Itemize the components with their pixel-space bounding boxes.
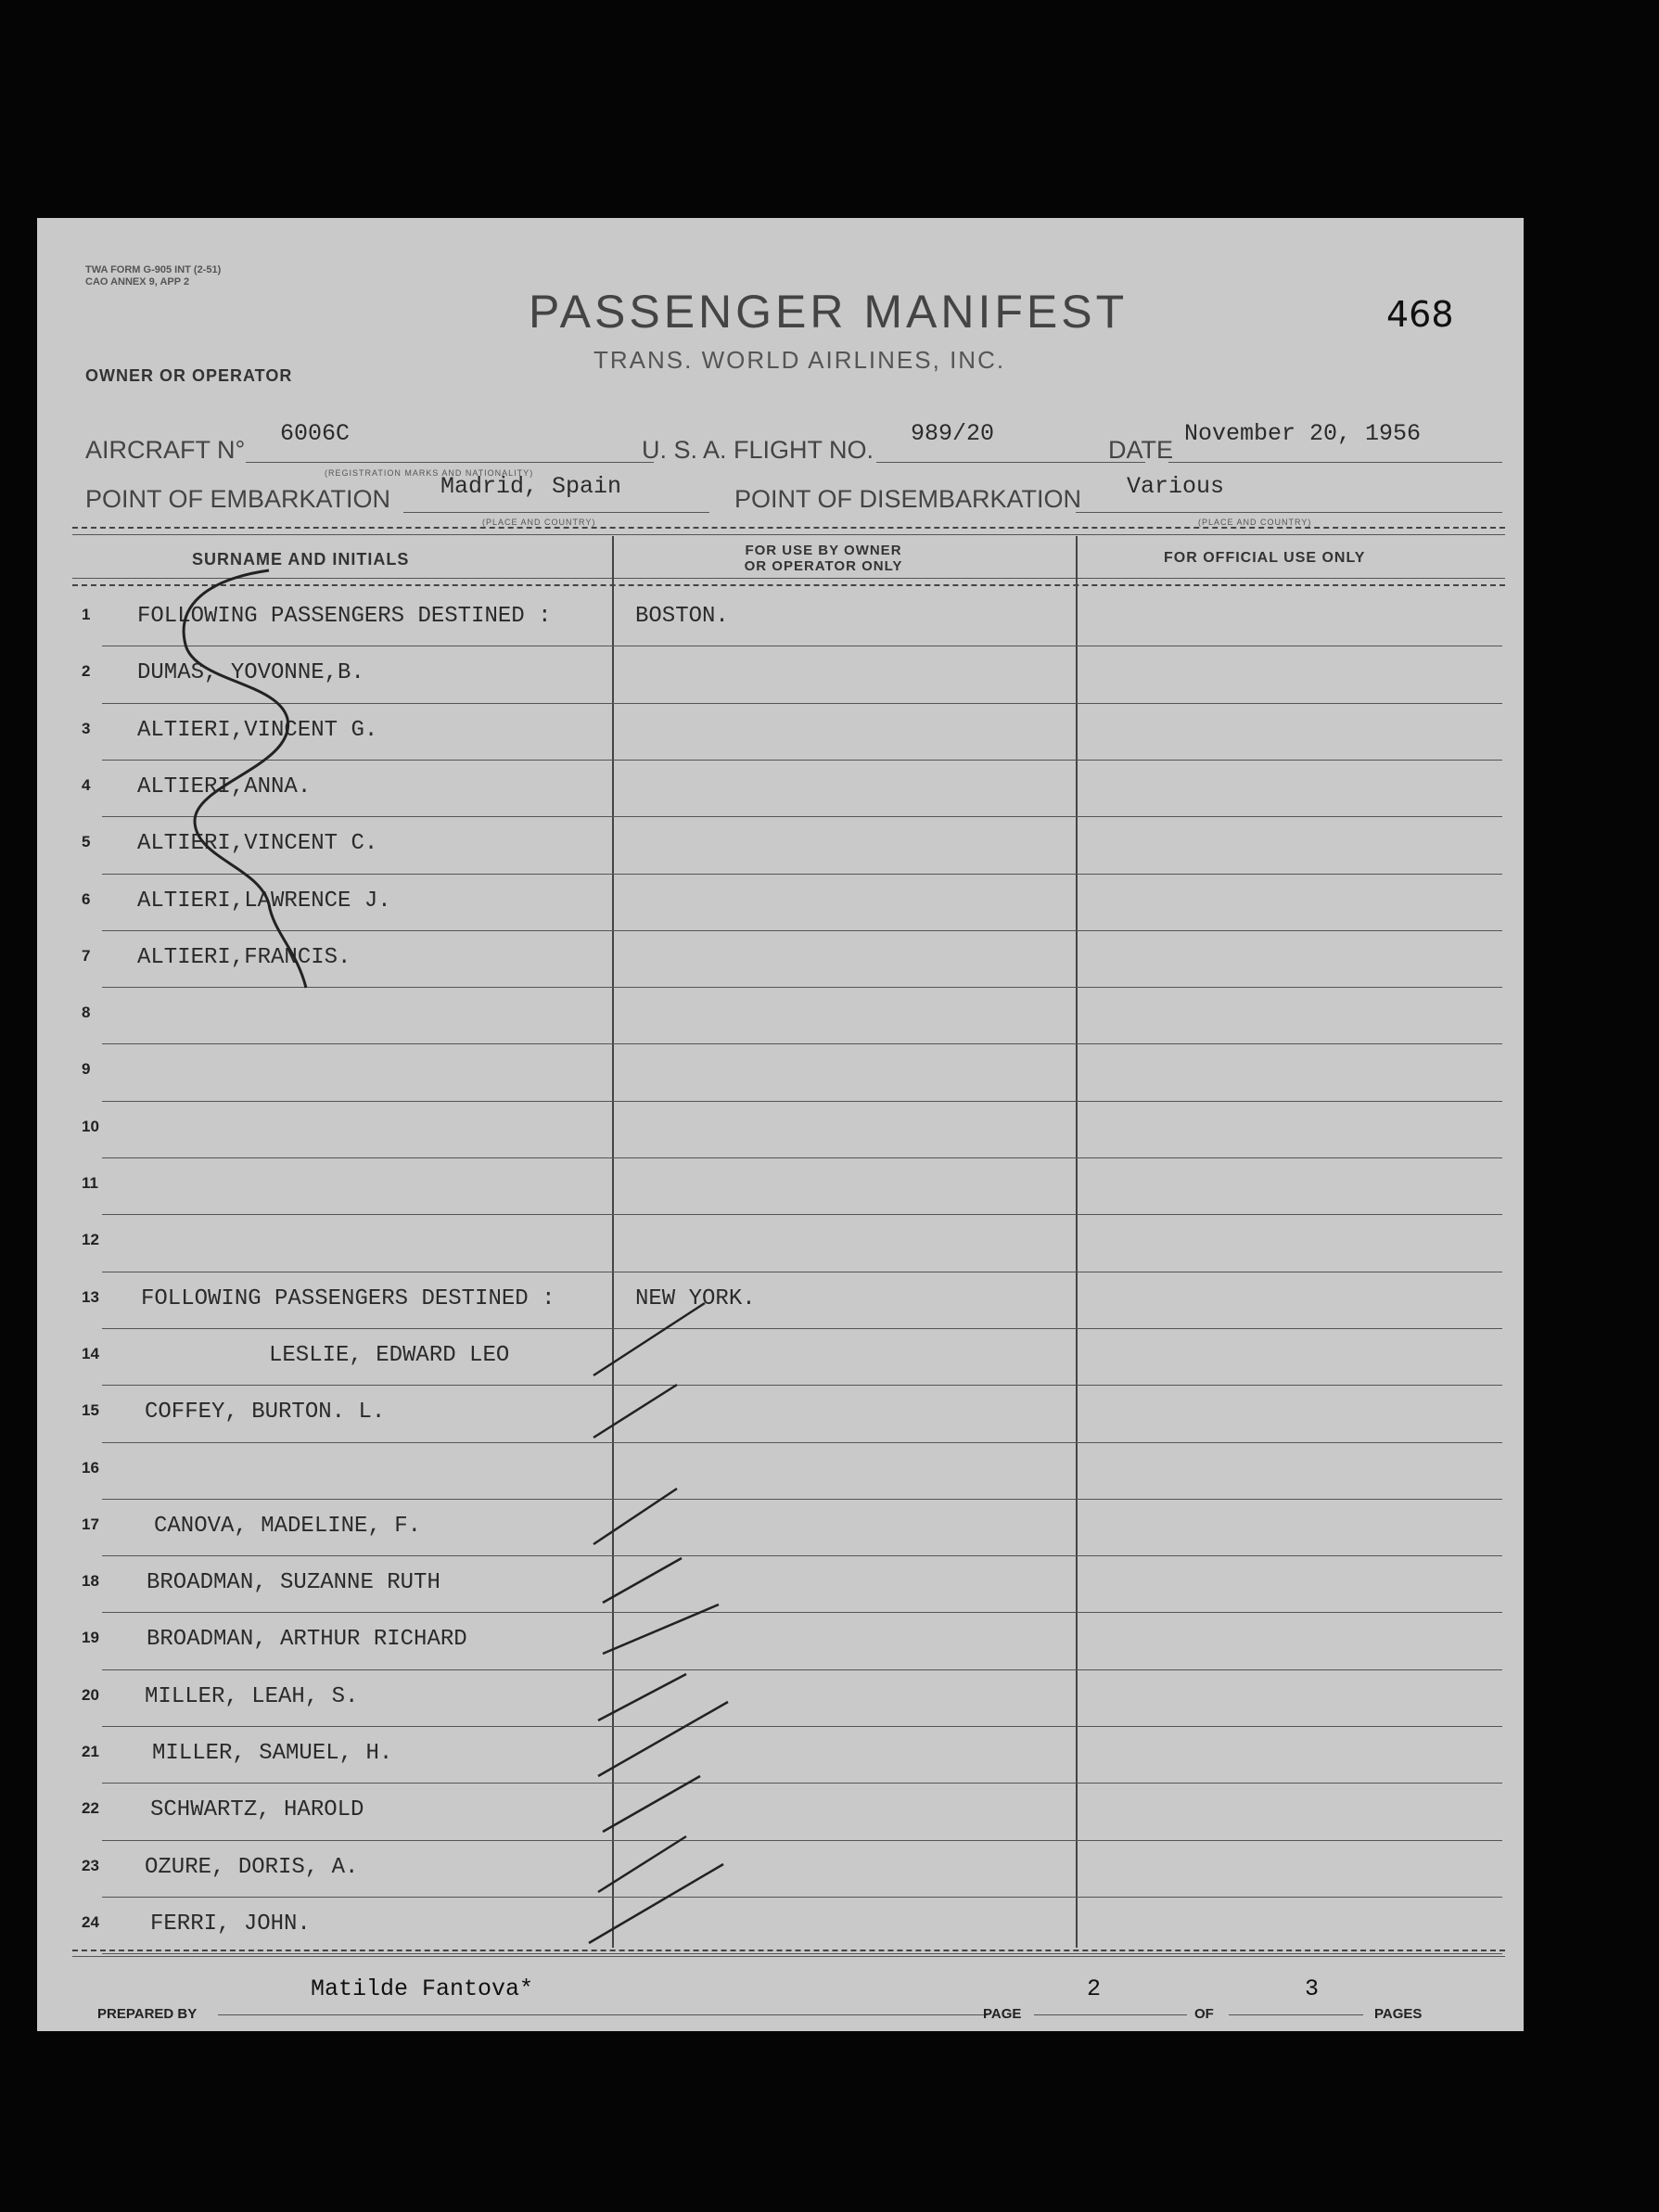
row-number: 22 xyxy=(82,1799,99,1818)
owner-label: OWNER OR OPERATOR xyxy=(85,366,293,385)
form-number: 468 xyxy=(1386,294,1454,335)
passenger-name: DUMAS, YOVONNE,B. xyxy=(137,660,364,686)
row-number: 21 xyxy=(82,1743,99,1760)
passenger-name: ALTIERI,VINCENT G. xyxy=(137,717,378,743)
flight-value: 989/20 xyxy=(911,420,995,447)
row-number: 23 xyxy=(82,1856,99,1874)
destination: BOSTON. xyxy=(635,604,729,629)
passenger-name: ALTIERI,VINCENT C. xyxy=(137,831,378,857)
row-number: 12 xyxy=(82,1231,99,1249)
row-number: 9 xyxy=(82,1060,91,1079)
form-id-line1: TWA FORM G-905 INT (2-51) xyxy=(85,264,222,275)
row-number: 13 xyxy=(82,1287,99,1306)
date-value: November 20, 1956 xyxy=(1184,420,1422,447)
date-label: DATE xyxy=(1108,436,1174,464)
row-number: 16 xyxy=(82,1458,99,1477)
passenger-name: MILLER, SAMUEL, H. xyxy=(152,1741,393,1766)
row-number: 24 xyxy=(82,1912,99,1931)
page-value: 2 xyxy=(1087,1975,1102,2002)
pages-label: PAGES xyxy=(1374,2006,1423,2022)
passenger-name: COFFEY, BURTON. L. xyxy=(145,1400,386,1426)
passenger-name: ALTIERI,ANNA. xyxy=(137,774,312,799)
bracket-mark xyxy=(184,570,306,988)
row-number: 2 xyxy=(82,662,91,681)
row-number: 8 xyxy=(82,1004,91,1022)
form-title: PASSENGER MANIFEST xyxy=(529,286,1129,338)
passenger-name: MILLER, LEAH, S. xyxy=(145,1683,359,1709)
aircraft-value: 6006C xyxy=(280,420,351,447)
row-number: 20 xyxy=(82,1685,99,1704)
row-number: 4 xyxy=(82,775,91,794)
passenger-name: SCHWARTZ, HAROLD xyxy=(150,1797,364,1823)
passenger-name: FOLLOWING PASSENGERS DESTINED : xyxy=(137,604,552,629)
prepared-by-value: Matilde Fantova* xyxy=(311,1975,534,2002)
row-number: 14 xyxy=(82,1344,99,1362)
of-label: OF xyxy=(1194,2006,1214,2022)
row-number: 6 xyxy=(82,889,91,908)
passenger-name: ALTIERI,FRANCIS. xyxy=(137,944,351,970)
disembarkation-label: POINT OF DISEMBARKATION xyxy=(734,485,1082,513)
passenger-name: BROADMAN, ARTHUR RICHARD xyxy=(147,1627,467,1653)
row-number: 3 xyxy=(82,719,91,737)
row-number: 15 xyxy=(82,1401,99,1420)
owner-use-line2: OR OPERATOR ONLY xyxy=(744,558,903,574)
place-caption: (PLACE AND COUNTRY) xyxy=(482,518,596,527)
column-header-surname: SURNAME AND INITIALS xyxy=(192,550,410,569)
of-value: 3 xyxy=(1305,1975,1320,2002)
check-marks xyxy=(589,1303,728,1943)
flight-label: U. S. A. FLIGHT NO. xyxy=(642,436,874,464)
passenger-name: BROADMAN, SUZANNE RUTH xyxy=(147,1570,440,1596)
form-id-line2: CAO ANNEX 9, APP 2 xyxy=(85,276,190,288)
prepared-by-label: PREPARED BY xyxy=(97,2006,198,2022)
place-caption-2: (PLACE AND COUNTRY) xyxy=(1198,518,1312,527)
row-number: 10 xyxy=(82,1117,99,1135)
column-header-official: FOR OFFICIAL USE ONLY xyxy=(1164,550,1366,566)
row-number: 7 xyxy=(82,946,91,965)
passenger-name: ALTIERI,LAWRENCE J. xyxy=(137,888,391,914)
aircraft-label: AIRCRAFT N° xyxy=(85,436,246,464)
passenger-name: LESLIE, EDWARD LEO xyxy=(269,1342,510,1368)
passenger-name: FERRI, JOHN. xyxy=(150,1911,311,1937)
row-number: 19 xyxy=(82,1629,99,1647)
row-number: 11 xyxy=(82,1174,98,1192)
row-number: 1 xyxy=(82,606,91,623)
passenger-name: FOLLOWING PASSENGERS DESTINED : xyxy=(141,1285,555,1311)
embarkation-label: POINT OF EMBARKATION xyxy=(85,485,391,513)
manifest-sheet xyxy=(37,218,1524,2031)
passenger-name: CANOVA, MADELINE, F. xyxy=(154,1513,422,1539)
disembarkation-value: Various xyxy=(1127,473,1225,500)
passenger-name: OZURE, DORIS, A. xyxy=(145,1854,359,1880)
row-number: 5 xyxy=(82,833,91,851)
embarkation-value: Madrid, Spain xyxy=(440,473,622,500)
airline-name: TRANS. WORLD AIRLINES, INC. xyxy=(593,346,1006,374)
handwritten-marks xyxy=(37,218,1524,2031)
page-label: PAGE xyxy=(983,2006,1022,2022)
destination: NEW YORK. xyxy=(635,1285,756,1311)
row-number: 18 xyxy=(82,1572,99,1591)
registration-caption: (REGISTRATION MARKS AND NATIONALITY) xyxy=(325,468,534,478)
row-number: 17 xyxy=(82,1515,99,1533)
owner-use-line1: FOR USE BY OWNER xyxy=(745,543,902,558)
